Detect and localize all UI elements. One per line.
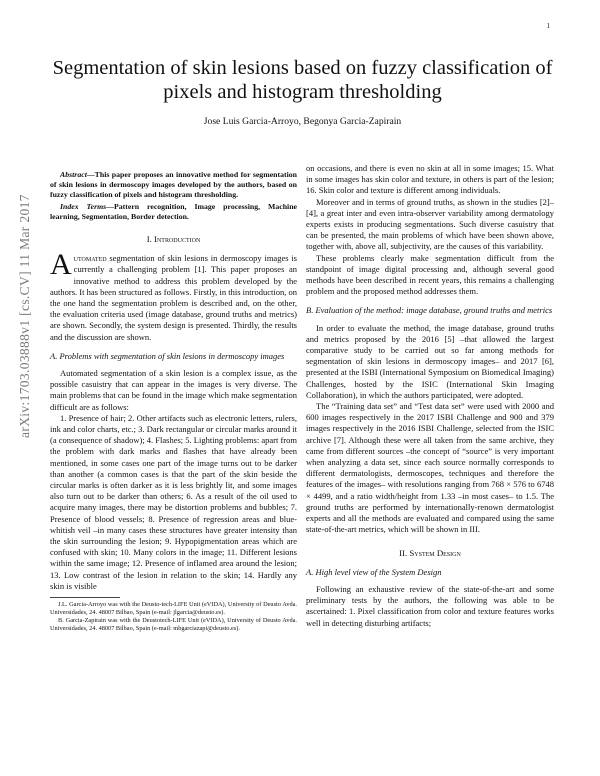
index-terms — [50, 202, 297, 222]
section-heading-introduction: I. Introduction — [146, 234, 201, 244]
intro-paragraph — [50, 248, 297, 343]
footnote-author-1: J.L. Garcia-Arroyo was with the Deusto-tech-LIFE Unit (eVIDA), University of Deusto Avda. Universidades, 24. 48007 Bilbao, Spain (e-mail: jlgarcia@deusto.es). — [50, 601, 297, 617]
variability-paragraph: Moreover and in terms of ground truths, as shown in the studies [2]–[4], a great inter and even intra-observer variability among dermatology experts exists in producing segmentations. Such diverse casuistry that can be presented, the main problems of which have been shown above, together with, above all, subjectivity, are the causes of this variability. — [306, 196, 554, 252]
evaluation-paragraph-1: In order to evaluate the method, the image database, ground truths and metrics proposed by the 2016 [5] –that allowed the largest comparative study to be carried out so far among methods for segmentation of skin lesions in dermoscopy images– and 2017 [6], presented at the ISBI (International Symposium on Biomedical Imaging) Challenges, hosted by the ISIC (International Skin Imaging Collaboration), in which the authors participated, were adopted. — [306, 322, 554, 400]
paper-title: Segmentation of skin lesions based on fuzzy classification of pixels and histogram thresholding — [52, 57, 553, 103]
abstract — [50, 170, 297, 200]
subsection-heading-problems: A. Problems with segmentation of skin lesions in dermoscopy images — [50, 350, 285, 361]
subsection-heading-high-level-view: A. High level view of the System Design — [306, 566, 442, 577]
abstract-label: Abstract — [60, 170, 87, 179]
footnote-author-2: B. Garcia-Zapirain was with the Deustotech-LIFE Unit (eVIDA), University of Deusto Avda. Universidades, 24. 48007 Bilbao, Spain (e-mail: mbgarciazapi@deusto.es). — [50, 617, 297, 633]
arxiv-identifier-stamp[interactable]: arXiv:1703.03888v1 [cs.CV] 11 Mar 2017 — [17, 194, 32, 438]
index-terms-label: Index Terms — [60, 202, 107, 211]
evaluation-paragraph-2: The “Training data set” and “Test data set” were used with 2000 and 600 images respectively in the 2017 ISBI Challenge and 900 and 379 images respectively in the 2016 ISBI Challenge, selected from the ISIC archive [7]. Although these were all taken from the same archive, they came from different sources –the concept of “source” is very important when analyzing a data set, since each source normally corresponds to different dermatologists, dermoscopes, techniques and therefore the features of the images– with resolutions ranging from 768 × 576 to 6748 × 4499, and a ratio width/height from 1.33 –in most cases– to 1.5. The ground truths are performed by internationally-renown dermatologist experts and all the methods are evaluated and compared using the same state-of-the-art metrics, which will be shown in III. — [306, 401, 554, 535]
system-design-paragraph: Following an exhaustive review of the state-of-the-art and some preliminary tests by the authors, the following was able to be ascertained: 1. Pixel classification from color and texture features works well in detecting disturbing artifacts; — [306, 583, 554, 628]
problems-paragraph-continued: on occasions, and there is even no skin at all in some images; 15. What in some images has skin color and texture, in others is part of the lesion; 16. Skin color and texture is different among individuals. — [306, 163, 554, 196]
page-number: 1 — [546, 22, 550, 30]
intro-paragraph-text: segmentation of skin lesions in dermoscopy images is currently a challenging problem [1]. This paper proposes an innovative method to address this problem developed by the authors. It has been structured as follows. Firstly, in this introduction, on the one hand the segmentation problem is described and, on the other, the evaluation criteria used (image database, ground truths and metrics) are shown. Secondly, the system design is presented. Thirdly, the results and the discussion are shown. — [50, 253, 297, 342]
subsection-heading-evaluation: B. Evaluation of the method: image database, ground truths and metrics — [306, 305, 553, 316]
problems-paragraph-1: Automated segmentation of a skin lesion is a complex issue, as the possible casuistry that can appear in the images is very diverse. The main problems that can be found in the image which make segmentation difficult are as follows: — [50, 368, 297, 412]
right-column — [306, 163, 554, 629]
footnote-divider — [50, 597, 120, 598]
author-list: Jose Luis Garcia-Arroyo, Begonya Garcia-Zapirain — [203, 116, 402, 127]
section-heading-system-design: II. System Design — [399, 547, 461, 558]
drop-cap: A — [50, 248, 72, 282]
intro-lead-word: utomated — [73, 253, 107, 264]
problems-paragraph-2: 1. Presence of hair; 2. Other artifacts such as electronic letters, rulers, ink and color charts, etc.; 3. Dark rectangular or circular marks around it (a consequence of shadow); 4. Flashes; 5. Lighting problems: apart from the problem with dark marks and flashes that have already been mentioned, in some cases one part of the image turns out to be darker than another (a common cases is that the part of the skin beside the circular marks is often darker as it is less brightly lit, and some images also turn out to be darker than others; 6. As a result of the oil used to acquire many images, there may be distortion problems and bubbles; 7. Presence of blood vessels; 8. Presence of regression areas and blue-whitish veil –in many cases these structures have greater intensity than the skin surrounding the lesion; 9. Hypopigmentation areas which are confused with skin; 10. Many colors in the image; 11. Different lesions within the same image; 12. Presence of inflamed area around the lesion; 13. Low contrast of the lesion in relation to the skin; 14. Hardly any skin is visible — [50, 412, 297, 591]
left-column — [50, 170, 297, 633]
abstract-text: —This paper proposes an innovative method for segmentation of skin lesions in dermoscopy images developed by the authors, based on fuzzy classification of pixels and histogram thresholding. — [50, 170, 297, 199]
index-terms-text: —Pattern recognition, Image processing, Machine learning, Segmentation, Border detection. — [50, 202, 298, 221]
challenge-paragraph: These problems clearly make segmentation difficult from the standpoint of image digital processing and, although several good methods have been described in recent years, this remains a challenging problem and the proposed method addresses them. — [306, 252, 554, 297]
